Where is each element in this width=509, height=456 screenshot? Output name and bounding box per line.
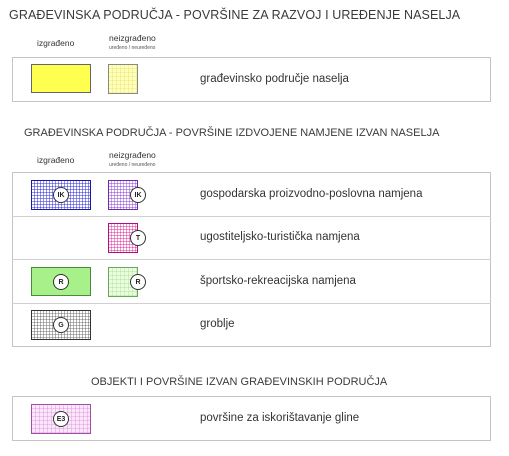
section2-col-built: izgrađeno (37, 155, 75, 165)
row-label-settlement: građevinsko područje naselja (200, 73, 349, 85)
badge-ik-icon: IK (53, 187, 69, 203)
section1-col-unbuilt-sub: uređeno / neuređeno (109, 45, 156, 51)
row-label-clay: površine za iskorištavanje gline (200, 412, 360, 424)
row-label-ik: gospodarska proizvodno-poslovna namjena (200, 188, 423, 200)
badge-g-icon: G (53, 317, 69, 333)
row-label-t: ugostiteljsko-turistička namjena (200, 231, 360, 243)
section2-col-unbuilt: neizgrađeno (109, 150, 156, 160)
badge-r-icon: R (53, 274, 69, 290)
swatch-unbuilt-settlement (108, 64, 138, 94)
badge-t-icon: T (130, 230, 146, 246)
swatch-built-settlement (31, 64, 91, 93)
badge-ik-icon: IK (130, 187, 146, 203)
row-label-r: športsko-rekreacijska namjena (200, 275, 356, 287)
section1-col-unbuilt: neizgrađeno (109, 33, 156, 43)
row-divider (12, 216, 491, 217)
badge-e3-icon: E3 (53, 411, 69, 427)
row-divider (12, 259, 491, 260)
section1-title: GRAĐEVINSKA PODRUČJA - POVRŠINE ZA RAZVOJ I UREĐENJE NASELJA (9, 8, 461, 22)
section1-col-built: izgrađeno (37, 38, 75, 48)
section2-col-unbuilt-sub: uređeno / neuređeno (109, 162, 156, 168)
section2-title: GRAĐEVINSKA PODRUČJA - POVRŠINE IZDVOJENE NAMJENE IZVAN NASELJA (24, 127, 440, 139)
row-label-g: groblje (200, 318, 235, 330)
row-divider (12, 303, 491, 304)
badge-r-icon: R (130, 274, 146, 290)
section3-title: OBJEKTI I POVRŠINE IZVAN GRAĐEVINSKIH PODRUČJA (91, 376, 388, 388)
